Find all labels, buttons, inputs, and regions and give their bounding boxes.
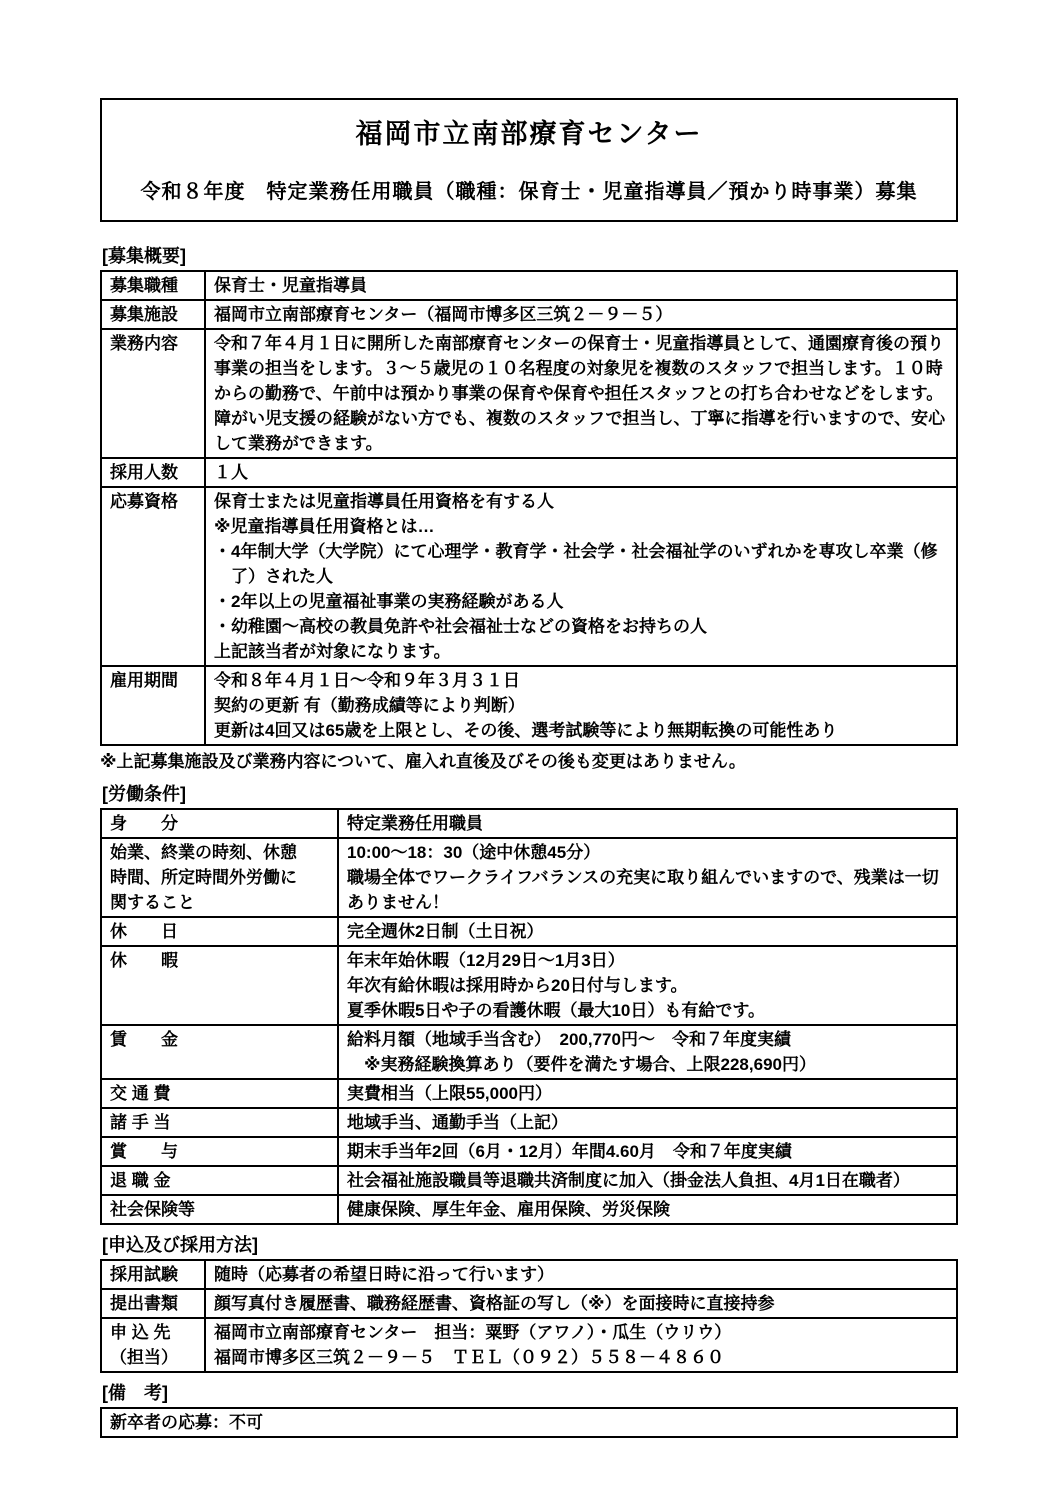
text-line: 夏季休暇5日や子の看護休暇（最大10日）も有給です。 — [347, 1001, 766, 1020]
text-line: 年次有給休暇は採用時から20日付与します。 — [347, 976, 688, 995]
row-value — [338, 1079, 957, 1108]
row-holidays — [101, 917, 957, 946]
text-line: 完全週休2日制（土日祝） — [347, 922, 544, 941]
document-subtitle: 令和８年度 特定業務任用職員（職種：保育士・児童指導員／預かり時事業）募集 — [140, 181, 918, 203]
row-value — [205, 666, 957, 745]
text-line: 社会福祉施設職員等退職共済制度に加入（掛金法人負担、4月1日在職者） — [347, 1171, 910, 1190]
row-job-type — [101, 271, 957, 300]
label-line: （担当） — [110, 1348, 178, 1367]
row-label: 身 分 — [101, 809, 338, 838]
row-label: 募集職種 — [101, 271, 205, 300]
row-value — [338, 1195, 957, 1224]
row-value — [338, 838, 957, 917]
row-label: 社会保険等 — [101, 1195, 338, 1224]
text-line: 年末年始休暇（12月29日～1月3日） — [347, 951, 625, 970]
application-table — [100, 1259, 958, 1373]
row-bonus — [101, 1137, 957, 1166]
row-wages — [101, 1025, 957, 1079]
label-line: 始業、終業の時刻、休憩 — [110, 843, 297, 862]
row-value — [205, 300, 957, 329]
remarks-table — [100, 1407, 958, 1438]
row-documents — [101, 1289, 957, 1318]
row-social-insurance — [101, 1195, 957, 1224]
text-line: 福岡市立南部療育センター 担当：粟野（アワノ）・瓜生（ウリウ） — [214, 1323, 732, 1342]
text-line: 実費相当（上限55,000円） — [347, 1084, 552, 1103]
row-label: 提出書類 — [101, 1289, 205, 1318]
text-line: ※実務経験換算あり（要件を満たす場合、上限228,690円） — [347, 1055, 816, 1074]
row-label: 休 暇 — [101, 946, 338, 1025]
row-label: 賞 与 — [101, 1137, 338, 1166]
row-label — [101, 838, 338, 917]
row-qualifications — [101, 487, 957, 666]
row-working-hours — [101, 838, 957, 917]
row-label: 雇用期間 — [101, 666, 205, 745]
overview-note: ※上記募集施設及び業務内容について、雇入れ直後及びその後も変更はありません。 — [100, 752, 746, 771]
text-line: 顔写真付き履歴書、職務経歴書、資格証の写し（※）を面接時に直接持参 — [214, 1294, 775, 1313]
row-value — [338, 917, 957, 946]
row-value — [205, 1289, 957, 1318]
row-label: 採用試験 — [101, 1260, 205, 1289]
section-heading-conditions: [労働条件] — [102, 784, 186, 804]
text-line: 地域手当、通勤手当（上記） — [347, 1113, 568, 1132]
label-line: 関すること — [110, 893, 195, 912]
row-value — [205, 271, 957, 300]
text-line: ・2年以上の児童福祉事業の実務経験がある人 — [214, 592, 564, 611]
text-line: ・幼稚園～高校の教員免許や社会福祉士などの資格をお持ちの人 — [214, 617, 707, 636]
row-label: 応募資格 — [101, 487, 205, 666]
text-line: 保育士または児童指導員任用資格を有する人 — [214, 492, 554, 511]
row-value — [205, 329, 957, 458]
row-label: 退 職 金 — [101, 1166, 338, 1195]
text-line: 随時（応募者の希望日時に沿って行います） — [214, 1265, 554, 1284]
section-heading-remarks: [備 考] — [102, 1383, 168, 1403]
row-status — [101, 809, 957, 838]
row-value — [205, 1260, 957, 1289]
row-label: 休 日 — [101, 917, 338, 946]
text-line: 健康保険、厚生年金、雇用保険、労災保険 — [347, 1200, 670, 1219]
text-line: 福岡市博多区三筑２－９－５ ＴＥＬ（０９２）５５８－４８６０ — [214, 1348, 724, 1367]
text-line: 更新は4回又は65歳を上限とし、その後、選考試験等により無期転換の可能性あり — [214, 721, 838, 740]
text-line: 期末手当年2回（6月・12月）年間4.60月 令和７年度実績 — [347, 1142, 792, 1161]
recruitment-overview-table — [100, 270, 958, 746]
document-title: 福岡市立南部療育センター — [355, 119, 703, 149]
row-label: 業務内容 — [101, 329, 205, 458]
row-value — [205, 458, 957, 487]
row-contact — [101, 1318, 957, 1372]
row-label — [101, 1318, 205, 1372]
row-value — [338, 1137, 957, 1166]
row-value — [338, 809, 957, 838]
text-line: 特定業務任用職員 — [347, 814, 483, 833]
text-paragraph: 令和７年４月１日に開所した南部療育センターの保育士・児童指導員として、通園療育後の預り事業の担当をします。３～５歳児の１０名程度の対象児を複数のスタッフで担当します。１０時からの勤務で、午前中は預かり事業の保育や保育や担任スタッフとの打ち合わせなどをします。障がい児支援の経験がない方でも、複数のスタッフで担当し、丁寧に指導を行いますので、安心して業務ができます。 — [214, 334, 946, 453]
row-value — [205, 487, 957, 666]
text-line: ・4年制大学（大学院）にて心理学・教育学・社会学・社会福祉学のいずれかを専攻し卒業（修了）された人 — [214, 542, 938, 586]
row-label: 交 通 費 — [101, 1079, 338, 1108]
row-employment-period — [101, 666, 957, 745]
text-line: 10:00～18：30（途中休憩45分） — [347, 843, 601, 862]
row-exam — [101, 1260, 957, 1289]
remarks-box: 新卒者の応募：不可 — [101, 1408, 957, 1437]
working-conditions-table — [100, 808, 958, 1225]
row-label: 諸 手 当 — [101, 1108, 338, 1137]
text-line: ※児童指導員任用資格とは… — [214, 517, 435, 536]
label-line: 時間、所定時間外労働に — [110, 868, 297, 887]
row-value — [338, 1166, 957, 1195]
text-line: 保育士・児童指導員 — [214, 276, 367, 295]
section-heading-application: [申込及び採用方法] — [102, 1235, 258, 1255]
row-label: 募集施設 — [101, 300, 205, 329]
row-leave — [101, 946, 957, 1025]
document-content — [100, 98, 958, 1438]
row-duties — [101, 329, 957, 458]
row-label: 採用人数 — [101, 458, 205, 487]
text-line: １人 — [214, 463, 248, 482]
text-line: 給料月額（地域手当含む） 200,770円～ 令和７年度実績 — [347, 1030, 791, 1049]
row-value — [205, 1318, 957, 1372]
row-commute-allowance — [101, 1079, 957, 1108]
text-line: 令和８年４月１日～令和９年３月３１日 — [214, 671, 520, 690]
row-label: 賃 金 — [101, 1025, 338, 1079]
row-headcount — [101, 458, 957, 487]
text-paragraph: 職場全体でワークライフバランスの充実に取り組んでいますので、残業は一切ありません！ — [347, 868, 939, 912]
remarks-row — [101, 1408, 957, 1437]
row-value — [338, 1108, 957, 1137]
text-line: 契約の更新 有（勤務成績等により判断） — [214, 696, 525, 715]
row-value — [338, 946, 957, 1025]
title-box — [100, 98, 958, 222]
section-heading-overview: [募集概要] — [102, 246, 186, 266]
row-allowances — [101, 1108, 957, 1137]
label-line: 申 込 先 — [110, 1323, 171, 1342]
text-line: 福岡市立南部療育センター（福岡市博多区三筑２－９－５） — [214, 305, 673, 324]
row-value — [338, 1025, 957, 1079]
text-line: 上記該当者が対象になります。 — [214, 642, 451, 661]
row-retirement — [101, 1166, 957, 1195]
row-facility — [101, 300, 957, 329]
